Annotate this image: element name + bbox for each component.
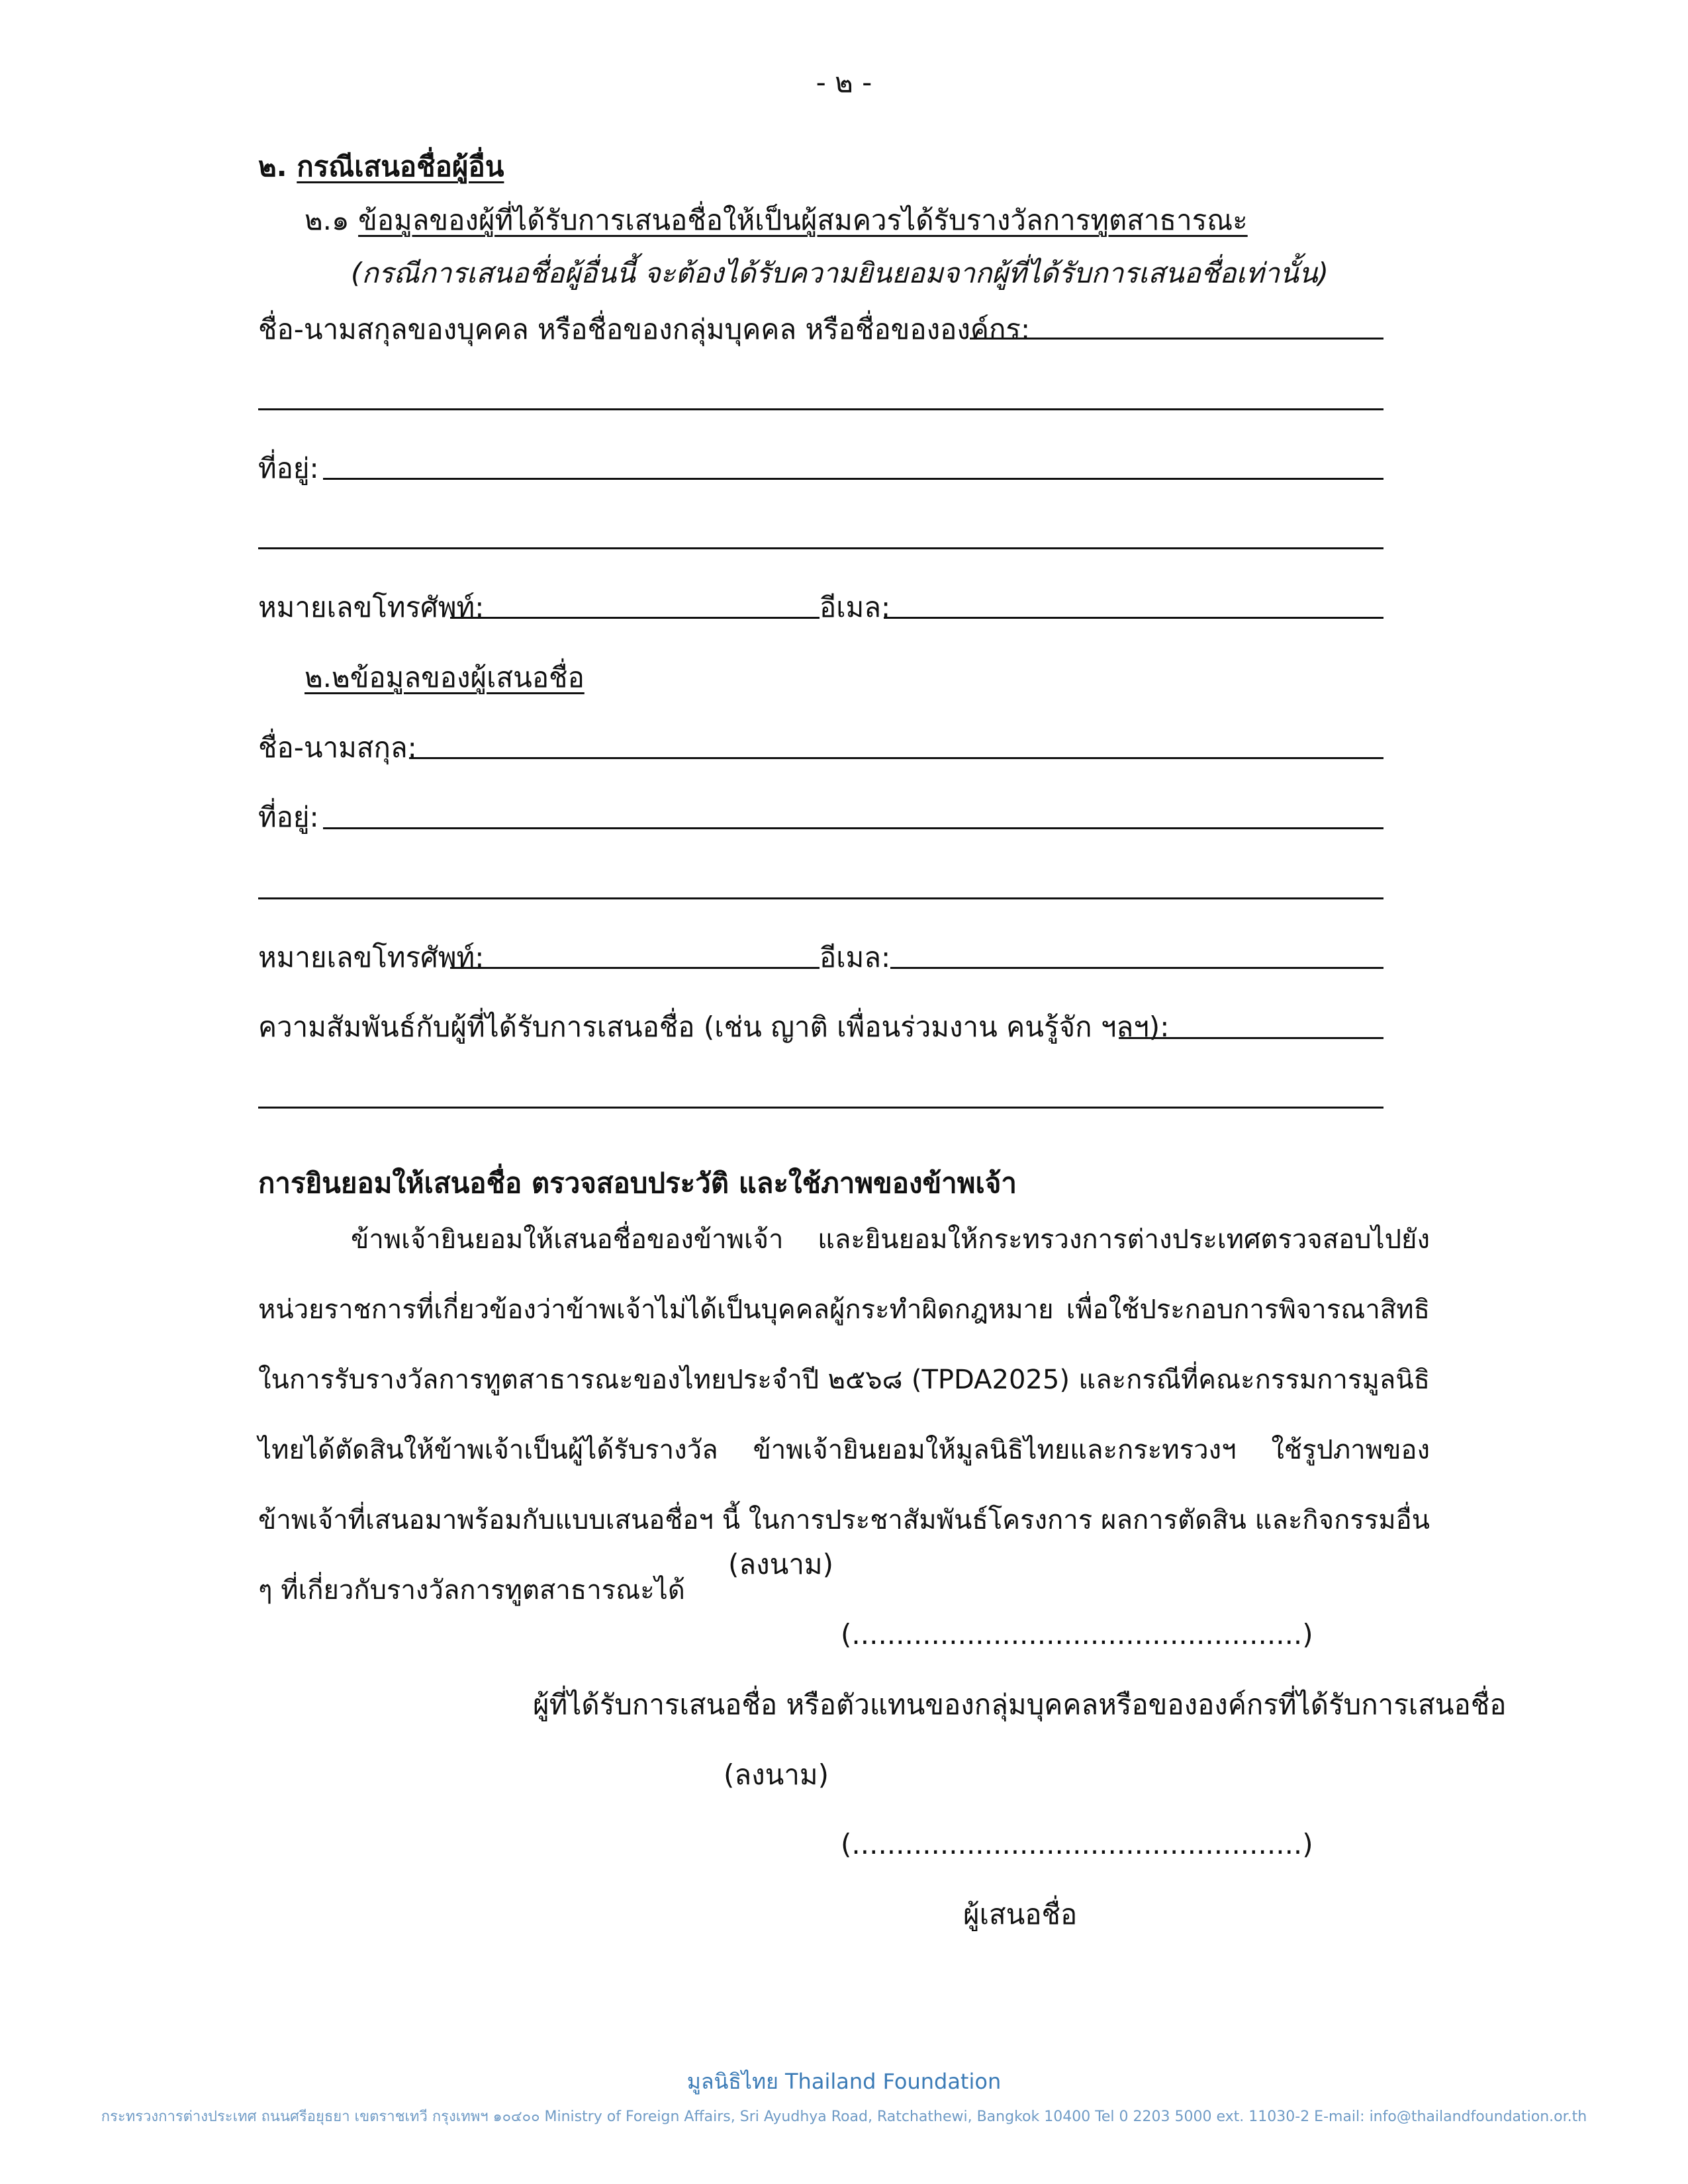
subsection-2-1-number: ๒.๑ xyxy=(305,204,350,236)
consent-body: ข้าพเจ้ายินยอมให้เสนอชื่อของข้าพเจ้า และยินยอมให้กระทรวงการต่างประเทศตรวจสอบไปยังหน่วยราชการที่เกี่ยวข้องว่าข้าพเจ้าไม่ได้เป็นบุคคลผู้กระทำผิดกฎหมาย เพื่อใช้ประกอบการพิจารณาสิทธิในการรับรางวัลการทูตสาธารณะของไทยประจำปี ๒๕๖๘ (TPDA2025) และกรณีที่คณะกรรมการมูลนิธิไทยได้ตัดสินให้ข้าพเจ้าเป็นผู้ได้รับรางวัล ข้าพเจ้ายินยอมให้มูลนิธิไทยและกระทรวงฯ ใช้รูปภาพของข้าพเจ้าที่เสนอมาพร้อมกับแบบเสนอชื่อฯ นี้ ในการประชาสัมพันธ์โครงการ ผลการตัดสิน และกิจกรรมอื่น ๆ ที่เกี่ยวกับรางวัลการทูตสาธารณะได้ xyxy=(258,1224,1430,1606)
nominee-name-field-line-2[interactable] xyxy=(258,408,1383,410)
nominator-email-field[interactable] xyxy=(890,967,1383,969)
nominator-name-field[interactable] xyxy=(409,757,1383,759)
consent-heading: การยินยอมให้เสนอชื่อ ตรวจสอบประวัติ และใช้ภาพของข้าพเจ้า xyxy=(258,1167,1017,1199)
nominator-name-label: ชื่อ-นามสกุล: xyxy=(258,731,417,764)
relation-field[interactable] xyxy=(1119,1037,1383,1039)
subsection-2-1-title: ข้อมูลของผู้ที่ได้รับการเสนอชื่อให้เป็นผู้สมควรได้รับรางวัลการทูตสาธารณะ xyxy=(358,204,1248,236)
nominee-address-field-line-2[interactable] xyxy=(258,547,1383,549)
footer-address: กระทรวงการต่างประเทศ ถนนศรีอยุธยา เขตราชเทวี กรุงเทพฯ ๑๐๔๐๐ Ministry of Foreign Affairs, Sri Ayudhya Road, Ratchathewi, Bangkok 10400 Tel 0 2203 5000 ext. 11030-2 E-mail: info@thailandfoundation.or.th xyxy=(101,2109,1587,2125)
section-title: กรณีเสนอชื่อผู้อื่น xyxy=(297,150,504,183)
relation-label: ความสัมพันธ์กับผู้ที่ได้รับการเสนอชื่อ (เช่น ญาติ เพื่อนร่วมงาน คนรู้จัก ฯลฯ): xyxy=(258,1011,1170,1043)
nominator-address-label: ที่อยู่: xyxy=(258,801,319,833)
relation-field-line-2[interactable] xyxy=(258,1107,1383,1109)
nominee-address-label: ที่อยู่: xyxy=(258,452,319,484)
footer-org-name: มูลนิธิไทย Thailand Foundation xyxy=(686,2069,1002,2094)
nominee-email-field[interactable] xyxy=(884,617,1383,619)
nominator-email-label: อีเมล: xyxy=(820,941,891,974)
nominee-email-label: อีเมล: xyxy=(820,591,891,623)
subsection-2-2-heading xyxy=(305,658,585,698)
section-heading xyxy=(258,147,504,187)
signature-label-nominator: (ลงนาม) xyxy=(724,1758,829,1791)
consent-note: (กรณีการเสนอชื่อผู้อื่นนี้ จะต้องได้รับความยินยอมจากผู้ที่ได้รับการเสนอชื่อเท่านั้น) xyxy=(351,257,1329,289)
signature-label-nominee: (ลงนาม) xyxy=(728,1548,833,1580)
consent-paragraph xyxy=(258,1205,1430,1625)
nominator-phone-label: หมายเลขโทรศัพท์: xyxy=(258,941,485,974)
nominee-phone-label: หมายเลขโทรศัพท์: xyxy=(258,591,485,623)
nominee-address-field[interactable] xyxy=(323,478,1383,480)
nominator-address-field-line-2[interactable] xyxy=(258,897,1383,899)
nominee-phone-field[interactable] xyxy=(450,617,820,619)
section-number: ๒. xyxy=(258,150,287,183)
page-number: - ๒ - xyxy=(816,66,872,99)
subsection-2-1-heading xyxy=(305,201,1248,240)
signature-blank-nominator[interactable]: (...................................................) xyxy=(841,1828,1313,1860)
subsection-2-2-title: ๒.๒ข้อมูลของผู้เสนอชื่อ xyxy=(305,661,585,694)
nominee-name-field[interactable] xyxy=(970,338,1383,340)
signature-role-nominator: ผู้เสนอชื่อ xyxy=(963,1898,1078,1931)
signature-blank-nominee[interactable]: (...................................................) xyxy=(841,1618,1313,1651)
signature-role-nominee: ผู้ที่ได้รับการเสนอชื่อ หรือตัวแทนของกลุ่มบุคคลหรือขององค์กรที่ได้รับการเสนอชื่อ xyxy=(533,1688,1507,1721)
nominator-phone-field[interactable] xyxy=(450,967,820,969)
nominee-name-label: ชื่อ-นามสกุลของบุคคล หรือชื่อของกลุ่มบุคคล หรือชื่อขององค์กร: xyxy=(258,313,1031,345)
nominator-address-field[interactable] xyxy=(323,827,1383,829)
